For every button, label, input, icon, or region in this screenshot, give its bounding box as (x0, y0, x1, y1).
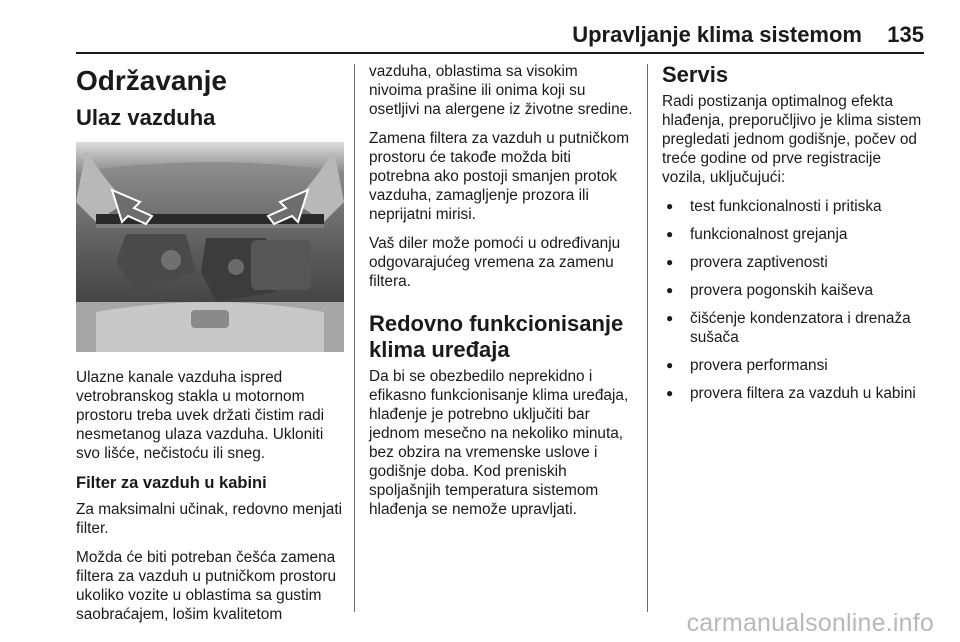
engine-bay-photo (76, 142, 344, 352)
page-number: 135 (887, 22, 924, 47)
column-3 (662, 62, 926, 412)
subheading-regular-operation: Redovno funkcionisanje klima uređaja (369, 311, 624, 362)
paragraph-servis: Radi postizanja optimalnog efekta hlađenja, preporučljivo je klima sistem pregledati jednom godišnje, počev od treće godine od prve registracije vozila, uključujući: (662, 93, 922, 186)
column-divider-2 (647, 64, 648, 612)
subheading-servis: Servis (662, 62, 729, 87)
paragraph-air-inlet: Ulazne kanale vazduha ispred vetrobranskog stakla u motornom prostoru treba uvek držati čistim radi nesmetanog ulaza vazduha. Ukloniti svo lišće, nečistoću ili sneg. (76, 369, 325, 462)
service-checklist (662, 197, 926, 403)
paragraph-filter-replace: Za maksimalni učinak, redovno menjati filter. (76, 501, 343, 537)
watermark: carmanualsonline.info (686, 609, 934, 637)
paragraph-dealer: Vaš diler može pomoći u određivanju odgovarajućeg vremena za zamenu filtera. (369, 235, 621, 290)
list-item: ● provera pogonskih kaiševa (662, 281, 926, 300)
list-item: ● provera filtera za vazduh u kabini (662, 384, 926, 403)
paragraph-regular-operation: Da bi se obezbedilo neprekidno i efikasno funkcionisanje klima uređaja, hlađenje je potrebno uključiti bar jednom mesečno na nekoliko minuta, bez obzira na vremenske uslove i godišnje doba. Kod preniskih spoljašnjih temperatura sistemom hlađenja se nemože upravljati. (369, 368, 629, 518)
paragraph-filter-airflow: Zamena filtera za vazduh u putničkom prostoru će takođe možda biti potrebna ako postoji smanjen protok vazduha, zamagljenje prozora ili neprijatni mirisi. (369, 130, 630, 223)
list-item: ● provera performansi (662, 356, 926, 375)
list-item: ● funkcionalnost grejanja (662, 225, 926, 244)
list-item: ● čišćenje kondenzatora i drenaža sušača (662, 309, 926, 347)
column-1 (76, 62, 344, 634)
column-2 (369, 62, 633, 529)
section-heading-odrzavanje: Održavanje (76, 65, 227, 96)
subheading-cabin-filter: Filter za vazduh u kabini (76, 474, 267, 492)
list-item: ● provera zaptivenosti (662, 253, 926, 272)
running-header-title: Upravljanje klima sistemom (572, 22, 862, 47)
paragraph-continued: vazduha, oblastima sa visokim nivoima prašine ili onima koji su osetljivi na alergene iz životne sredine. (369, 63, 633, 118)
paragraph-filter-conditions: Možda će biti potreban češća zamena filtera za vazduh u putničkom prostoru ukoliko vozite u oblastima sa gustim saobraćajem, lošim kvalitetom (76, 549, 337, 623)
subheading-ulaz-vazduha: Ulaz vazduha (76, 105, 216, 130)
column-divider-1 (354, 64, 355, 612)
header-rule (76, 52, 924, 54)
list-item: ● test funkcionalnosti i pritiska (662, 197, 926, 216)
